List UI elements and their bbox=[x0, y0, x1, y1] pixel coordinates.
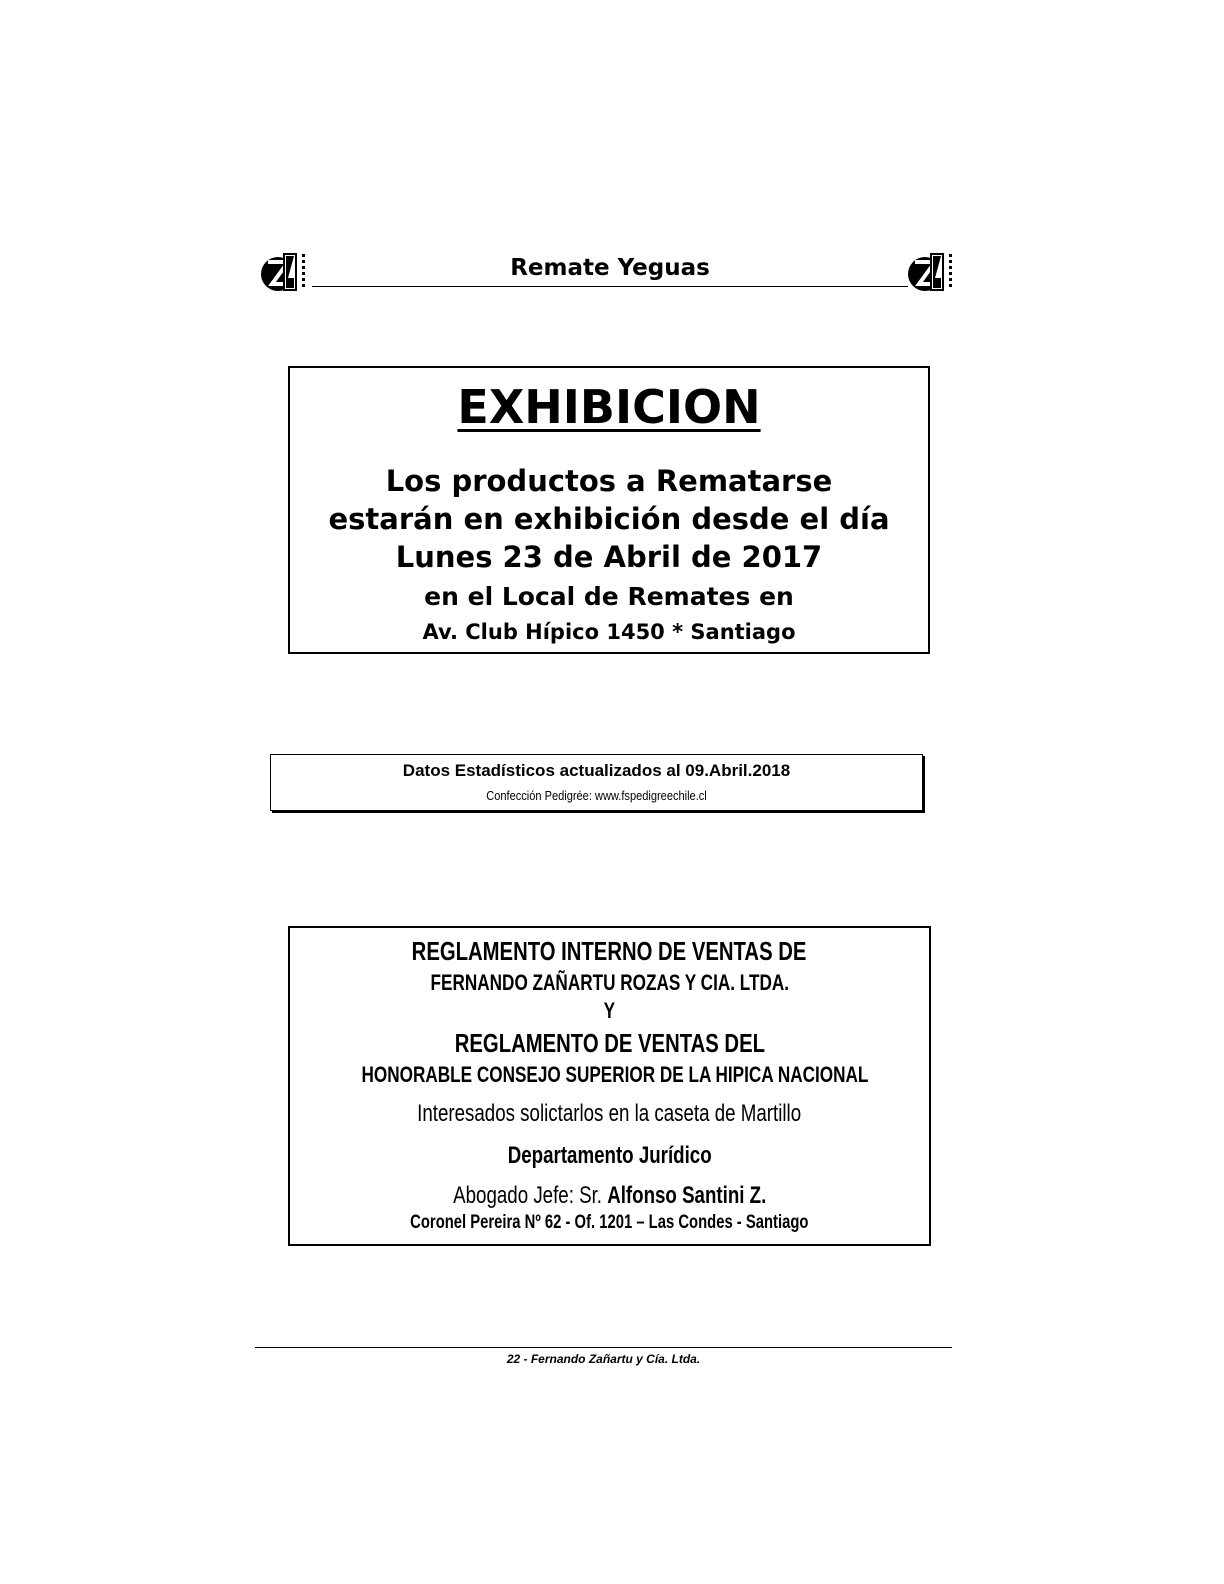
reglamento-company bbox=[290, 970, 929, 996]
pedigree-credit-text: Confección Pedigrée: www.fspedigreechile.cl bbox=[486, 788, 707, 803]
reglamento-conjunction-text: Y bbox=[603, 998, 616, 1023]
exhibition-address: Av. Club Hípico 1450 * Santiago bbox=[422, 620, 796, 644]
chief-lawyer bbox=[290, 1182, 929, 1210]
header-title: Remate Yeguas bbox=[510, 255, 710, 281]
footer-divider bbox=[255, 1347, 952, 1348]
exhibition-title: EXHIBICION bbox=[457, 380, 761, 434]
exhibition-line-1: Los productos a Rematarse bbox=[385, 464, 833, 498]
reglamento-title-2 bbox=[290, 1028, 929, 1059]
reglamento-title-1 bbox=[290, 936, 929, 967]
legal-department-heading bbox=[290, 1142, 929, 1170]
reglamento-conjunction bbox=[290, 998, 929, 1024]
exhibition-line-4: en el Local de Remates en bbox=[424, 582, 794, 611]
header-divider bbox=[312, 286, 908, 287]
exhibition-date: Lunes 23 de Abril de 2017 bbox=[395, 540, 823, 574]
exhibition-line-2: estarán en exhibición desde el día bbox=[328, 502, 890, 536]
exhibition-box bbox=[288, 366, 930, 654]
fz-logo-icon bbox=[905, 248, 957, 296]
reglamento-request-note bbox=[290, 1100, 929, 1128]
reglamento-council-text: HONORABLE CONSEJO SUPERIOR DE LA HIPICA NACIONAL bbox=[361, 1062, 869, 1087]
legal-address-text: Coronel Pereira Nº 62 - Of. 1201 – Las Condes - Santiago bbox=[410, 1212, 809, 1233]
reglamento-title-1-text: REGLAMENTO INTERNO DE VENTAS DE bbox=[412, 936, 807, 966]
legal-address bbox=[290, 1212, 929, 1234]
reglamento-request-note-text: Interesados solictarlos en la caseta de Martillo bbox=[417, 1100, 802, 1127]
footer-page-label: 22 - Fernando Zañartu y Cía. Ltda. bbox=[506, 1352, 701, 1366]
company-logo-right bbox=[905, 248, 957, 296]
chief-lawyer-name: Alfonso Santini Z. bbox=[606, 1182, 767, 1209]
reglamento-title-2-text: REGLAMENTO DE VENTAS DEL bbox=[454, 1028, 765, 1058]
reglamento-company-text: FERNANDO ZAÑARTU ROZAS Y CIA. LTDA. bbox=[430, 970, 789, 995]
stats-updated-text: Datos Estadísticos actualizados al 09.Abril.2018 bbox=[402, 761, 791, 780]
reglamento-council bbox=[290, 1062, 929, 1088]
chief-lawyer-prefix: Abogado Jefe: Sr. bbox=[452, 1182, 602, 1209]
stats-box bbox=[270, 754, 923, 811]
legal-department-heading-text: Departamento Jurídico bbox=[507, 1142, 712, 1169]
reglamento-box bbox=[288, 926, 931, 1246]
